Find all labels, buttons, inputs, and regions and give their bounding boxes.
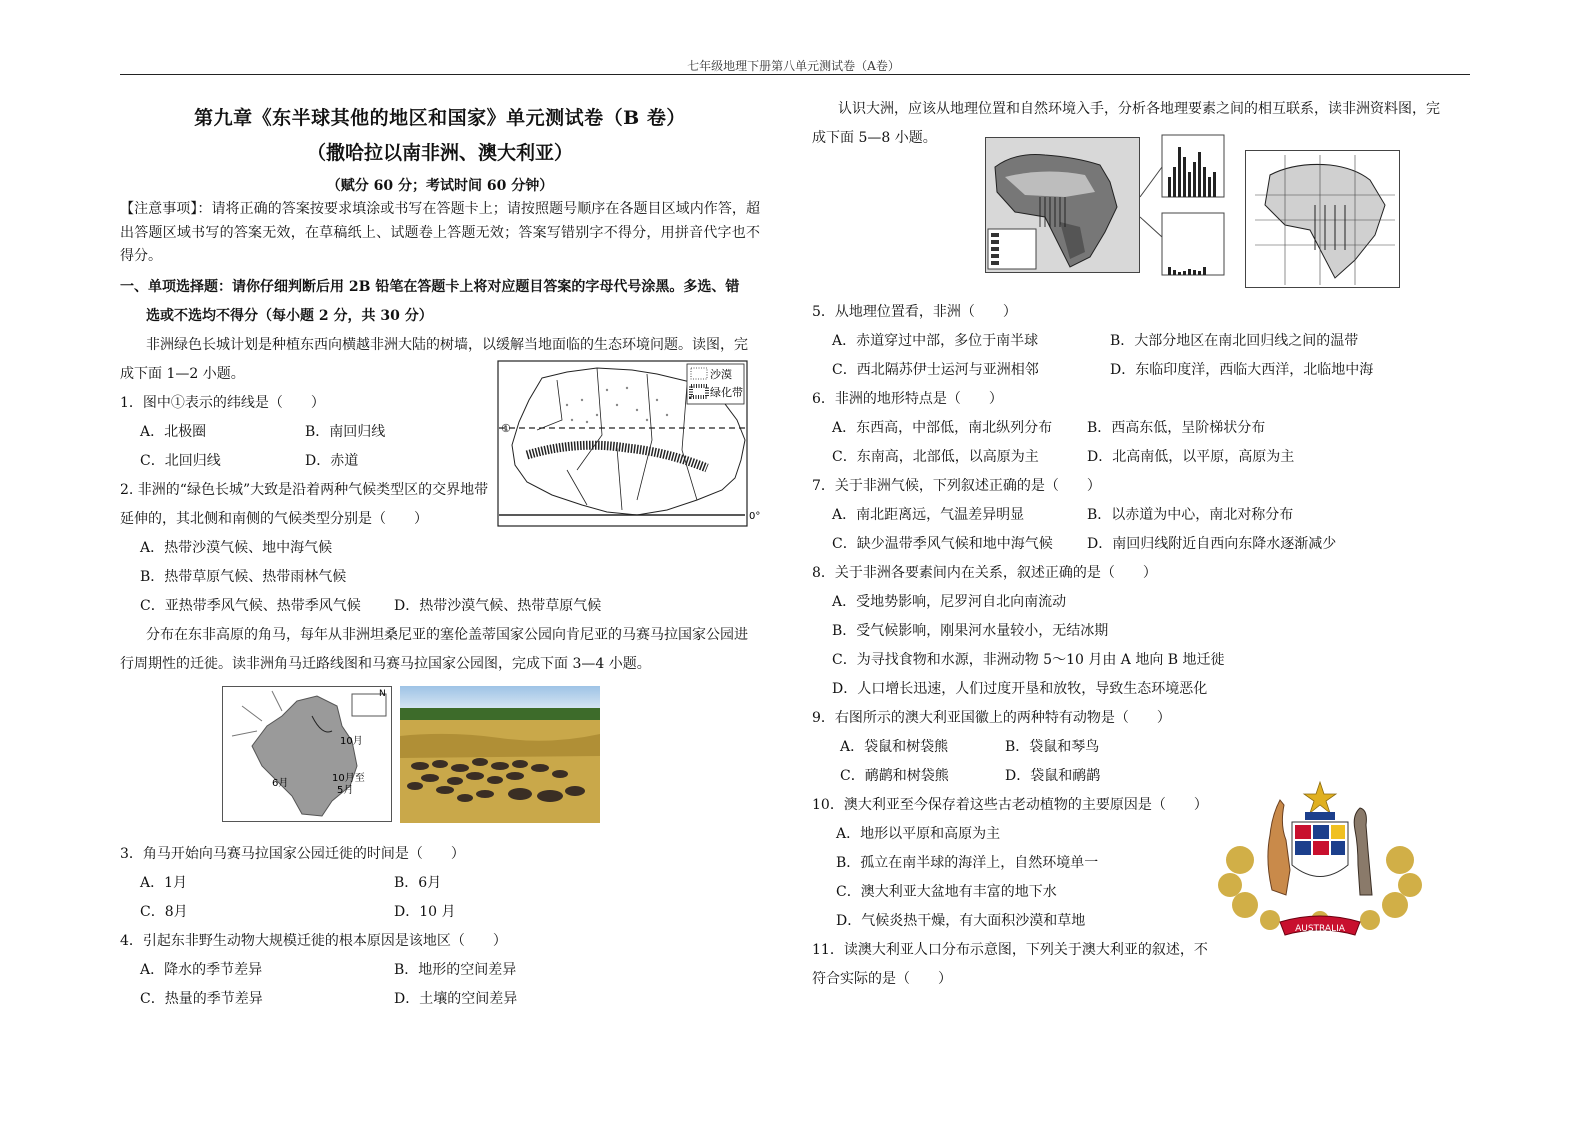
option-b[interactable]: B．地形的空间差异 — [394, 962, 517, 978]
question-stem: 10．澳大利亚至今保存着这些古老动植物的主要原因是（ ） — [812, 797, 1208, 813]
option-c[interactable]: C．亚热带季风气候、热带季风气候 — [140, 597, 361, 614]
header-rule — [120, 74, 1470, 75]
africa-terrain-map — [985, 137, 1140, 273]
month-label-oct: 10月 — [340, 736, 363, 747]
question-stem: 3．角马开始向马赛马拉国家公园迁徙的时间是（ ） — [120, 846, 465, 862]
question-stem-line1: 11．读澳大利亚人口分布示意图，下列关于澳大利亚的叙述，不 — [812, 942, 1208, 958]
exam-title: 第九章《东半球其他的地区和国家》单元测试卷（B 卷） — [194, 107, 686, 129]
intro-3-line1: 认识大洲，应该从地理位置和自然环境入手，分析各地理要素之间的相互联系，读非洲资料图，完 — [838, 101, 1440, 117]
option-d[interactable]: D．气候炎热干燥，有大面积沙漠和草地 — [836, 913, 1086, 929]
question-stem: 5．从地理位置看，非洲（ ） — [812, 304, 1017, 320]
notice-text: 【注意事项】：请将正确的答案按要求填涂或书写在答题卡上；请按照题号顺序在各题目区域内作答，超出答题区域书写的答案无效，在草稿纸上、试题卷上答题无效；答案写错别字不得分，用拼音代字也不得分。 — [120, 201, 760, 264]
question-stem-line2: 符合实际的是（ ） — [812, 971, 952, 987]
option-row — [120, 869, 760, 898]
section-heading-line2: 选或不选均不得分（每小题 2 分，共 30 分） — [146, 307, 433, 324]
latitude-label-1: ① — [501, 422, 511, 435]
option-d[interactable]: D．热带沙漠气候、热带草原气候 — [394, 597, 602, 614]
legend-desert: 沙漠 — [710, 368, 732, 381]
question-stem: 1．图中①表示的纬线是（ ） — [120, 394, 325, 411]
migration-route-map — [222, 686, 392, 822]
option-d[interactable]: D．人口增长迅速，人们过度开垦和放牧，导致生态环境恶化 — [832, 681, 1208, 697]
option-b[interactable]: B．袋鼠和琴鸟 — [1005, 739, 1100, 755]
option-row — [812, 530, 1457, 559]
question-stem-line2: 延伸的，其北侧和南侧的气候类型分别是（ ） — [120, 510, 428, 527]
month-label-may: 5月 — [337, 785, 354, 796]
option-a[interactable]: A．东西高，中部低，南北纵列分布 — [832, 420, 1053, 436]
exam-score-info: （赋分 60 分；考试时间 60 分钟） — [326, 178, 554, 194]
section-heading-line1: 一、单项选择题：请你仔细判断后用 2B 铅笔在答题卡上将对应题目答案的字母代号涂黑。多选、错 — [120, 278, 740, 295]
exam-subtitle: （撒哈拉以南非洲、澳大利亚） — [306, 142, 573, 164]
option-a[interactable]: A．赤道穿过中部，多位于南半球 — [832, 333, 1039, 349]
option-row — [812, 733, 1457, 762]
option-a[interactable]: A．降水的季节差异 — [140, 962, 263, 978]
intro-2-line2: 行周期性的迁徙。读非洲角马迁路线图和马赛马拉国家公园图，完成下面 3—4 小题。 — [120, 655, 651, 672]
option-a[interactable]: A．1月 — [140, 875, 188, 891]
option-row — [812, 356, 1457, 385]
option-row — [120, 985, 760, 1014]
option-b[interactable]: B．孤立在南半球的海洋上，自然环境单一 — [836, 855, 1099, 871]
option-row — [120, 592, 760, 621]
option-row — [812, 414, 1457, 443]
australia-coat-of-arms — [1210, 770, 1430, 945]
svg-text:N: N — [379, 689, 386, 699]
option-row — [812, 443, 1457, 472]
climate-charts — [1140, 127, 1230, 285]
option-d[interactable]: D．10 月 — [394, 904, 456, 920]
option-row — [812, 327, 1457, 356]
section-heading — [120, 273, 760, 331]
option-b[interactable]: B．热带草原气候、热带雨林气候 — [140, 568, 347, 585]
option-c[interactable]: C．澳大利亚大盆地有丰富的地下水 — [836, 884, 1057, 900]
green-wall-map — [497, 360, 762, 528]
page-header: 七年级地理下册第八单元测试卷（A卷） — [687, 59, 900, 73]
question-stem: 8．关于非洲各要素间内在关系，叙述正确的是（ ） — [812, 565, 1157, 581]
masai-mara-photo — [400, 686, 600, 823]
option-a[interactable]: A．受地势影响，尼罗河自北向南流动 — [832, 594, 1067, 610]
option-row — [120, 956, 760, 985]
question-3 — [120, 840, 760, 927]
option-c[interactable]: C．缺少温带季风气候和地中海气候 — [832, 536, 1053, 552]
option-b[interactable]: B．西高东低，呈阶梯状分布 — [1087, 420, 1266, 436]
question-5 — [812, 298, 1457, 385]
option-row — [812, 501, 1457, 530]
option-b[interactable]: B．以赤道为中心，南北对称分布 — [1087, 507, 1294, 523]
option-c[interactable]: C．北回归线 — [140, 452, 221, 469]
intro-1-line2: 成下面 1—2 小题。 — [120, 365, 245, 382]
equator-label: 0° — [749, 511, 761, 522]
option-c[interactable]: C．热量的季节差异 — [140, 991, 263, 1007]
option-b[interactable]: B．南回归线 — [305, 423, 386, 440]
coat-of-arms-banner: AUSTRALIA — [1295, 924, 1345, 934]
left-column-lower — [120, 840, 760, 1014]
option-row — [120, 898, 760, 927]
option-c[interactable]: C．东南高，北部低，以高原为主 — [832, 449, 1039, 465]
question-4 — [120, 927, 760, 1014]
option-d[interactable]: D．土壤的空间差异 — [394, 991, 518, 1007]
option-a[interactable]: A．南北距离远，气温差异明显 — [832, 507, 1025, 523]
intro-2-line1: 分布在东非高原的角马，每年从非洲坦桑尼亚的塞伦盖蒂国家公园向肯尼亚的马赛马拉国家公园进 — [146, 626, 748, 643]
option-d[interactable]: D．北高南低，以平原，高原为主 — [1087, 449, 1295, 465]
option-d[interactable]: D．赤道 — [305, 452, 359, 469]
legend-green-belt: 绿化带 — [710, 386, 743, 399]
option-d[interactable]: D．东临印度洋，西临大西洋，北临地中海 — [1110, 362, 1374, 378]
month-label-oct-to: 10月至 — [332, 773, 365, 784]
question-stem: 6．非洲的地形特点是（ ） — [812, 391, 1003, 407]
option-d[interactable]: D．南回归线附近自西向东降水逐渐减少 — [1087, 536, 1337, 552]
question-stem: 7．关于非洲气候，下列叙述正确的是（ ） — [812, 478, 1101, 494]
intro-1-line1: 非洲绿色长城计划是种植东西向横越非洲大陆的树墙，以缓解当地面临的生态环境问题。读图，完 — [146, 336, 748, 353]
question-stem: 4．引起东非野生动物大规模迁徙的根本原因是该地区（ ） — [120, 933, 507, 949]
option-a[interactable]: A．北极圈 — [140, 423, 207, 440]
option-d[interactable]: D．袋鼠和鸸鹋 — [1005, 768, 1101, 784]
question-stem-line1: 2. 非洲的“绿色长城”大致是沿着两种气候类型区的交界地带 — [120, 481, 489, 498]
option-c[interactable]: C．8月 — [140, 904, 188, 920]
option-a[interactable]: A．热带沙漠气候、地中海气候 — [140, 539, 333, 556]
option-c[interactable]: C．西北隔苏伊士运河与亚洲相邻 — [832, 362, 1039, 378]
intro-3-line2: 成下面 5—8 小题。 — [812, 130, 937, 146]
option-c[interactable]: C．鸸鹋和树袋熊 — [840, 768, 949, 784]
option-b[interactable]: B．大部分地区在南北回归线之间的温带 — [1110, 333, 1359, 349]
question-7 — [812, 472, 1457, 559]
month-label-jun: 6月 — [272, 778, 289, 789]
option-a[interactable]: A．地形以平原和高原为主 — [836, 826, 1001, 842]
question-6 — [812, 385, 1457, 472]
option-a[interactable]: A．袋鼠和树袋熊 — [840, 739, 949, 755]
question-8 — [812, 559, 1457, 704]
africa-climate-map — [1245, 150, 1400, 288]
question-stem: 9．右图所示的澳大利亚国徽上的两种特有动物是（ ） — [812, 710, 1171, 726]
option-c[interactable]: C．为寻找食物和水源，非洲动物 5～10 月由 A 地向 B 地迁徙 — [832, 652, 1225, 668]
option-b[interactable]: B．受气候影响，刚果河水量较小，无结冰期 — [832, 623, 1109, 639]
option-b[interactable]: B．6月 — [394, 875, 442, 891]
